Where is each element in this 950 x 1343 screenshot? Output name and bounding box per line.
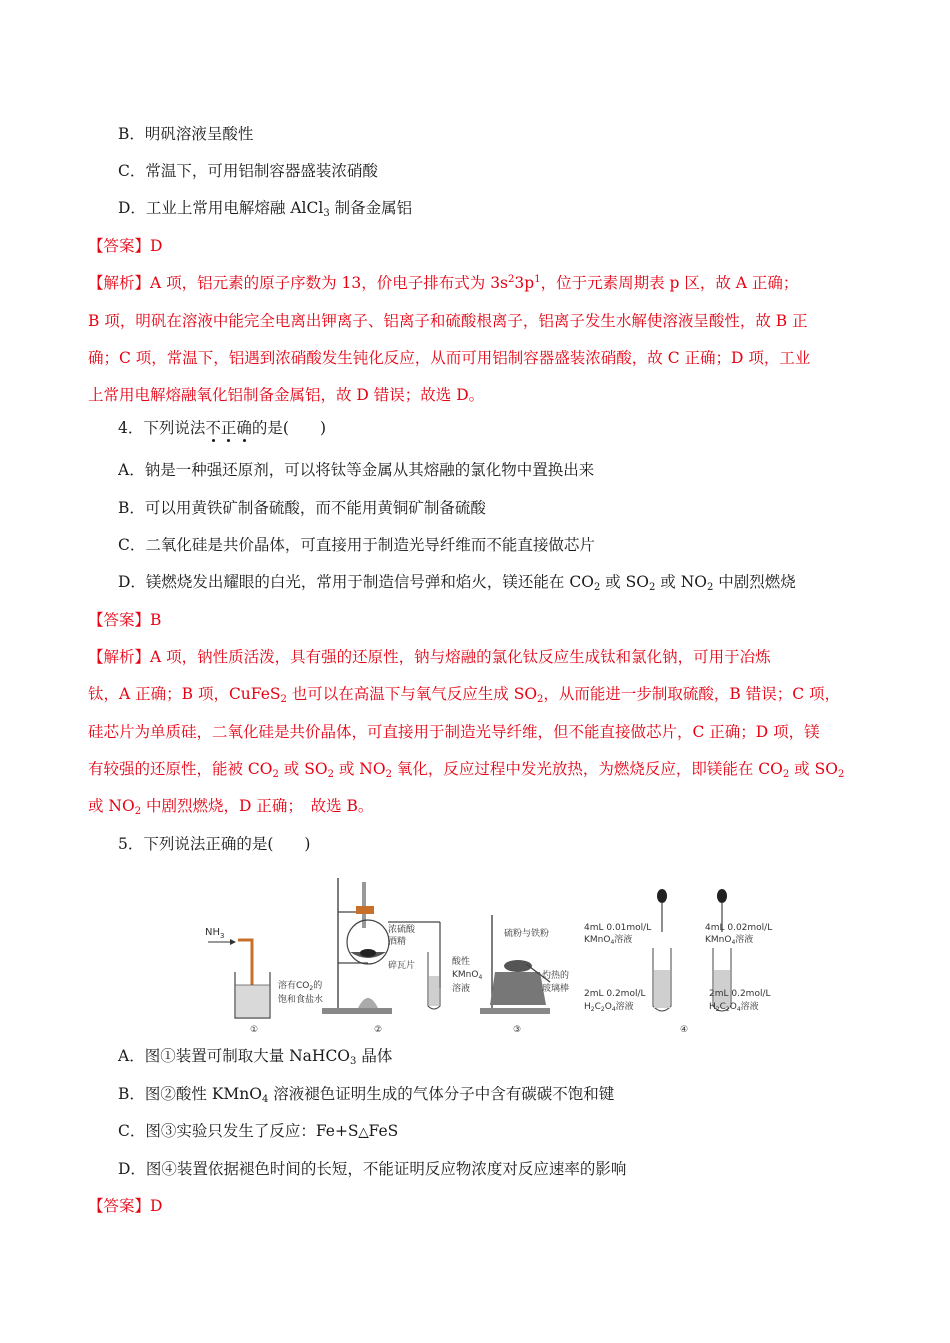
q3-explanation-line-4: 上常用电解熔融氧化铝制备金属铝，故 D 错误；故选 D。	[88, 386, 485, 404]
fig4-label-c2: $H_2C_2O_4$溶液	[584, 1002, 634, 1013]
q4-option-c: C．二氧化硅是共价晶体，可直接用于制造光导纤维而不能直接做芯片	[118, 536, 595, 554]
q3-explanation-line-3: 确；C 项，常温下，铝遇到浓硝酸发生钝化反应，从而可用铝制容器盛装浓硝酸，故 C 正确；D 项，工业	[88, 349, 811, 367]
q5-stem: 5．下列说法正确的是( )	[118, 835, 311, 853]
fig4-number: ④	[680, 1025, 689, 1035]
fig3-number: ③	[513, 1025, 522, 1035]
q5-apparatus-figure	[190, 860, 790, 1035]
fig1-label-line2: 饱和食盐水	[278, 995, 324, 1005]
fig4-label-d2: $H_2C_2O_4$溶液	[709, 1002, 759, 1013]
apparatus-3	[480, 915, 569, 1035]
q5-option-c: C．图③实验只发生了反应：Fe+S△FeS	[118, 1122, 399, 1140]
apparatus-1	[205, 927, 323, 1035]
fig2-label-b: 酒精	[388, 937, 407, 947]
q4-answer: 【答案】B	[88, 611, 162, 629]
fig2-label-c: 碎瓦片	[388, 961, 416, 971]
q4-option-a: A．钠是一种强还原剂，可以将钛等金属从其熔融的氯化物中置换出来	[118, 461, 595, 479]
fig1-label-line1: 溶有$CO_2$的	[278, 981, 323, 992]
q3-explanation-line-2: B 项，明矾在溶液中能完全电离出钾离子、铝离子和硫酸根离子，铝离子发生水解使溶液呈酸性，故 B 正	[88, 312, 808, 330]
q4-option-b: B．可以用黄铁矿制备硫酸，而不能用黄铜矿制备硫酸	[118, 499, 486, 517]
fig3-label-a: 硫粉与铁粉	[504, 929, 550, 939]
fig1-number: ①	[250, 1025, 259, 1035]
q4-explanation-line-2: 钛，A 正确；B 项，CuFeS$_2$ 也可以在高温下与氧气反应生成 $SO_2$，从而能进一步制取硫酸，B 错误；C 项，	[88, 685, 841, 705]
fig3-label-b2: 玻璃棒	[542, 984, 570, 994]
apparatus-4	[584, 889, 772, 1035]
fig4-label-c1: 2mL 0.2mol/L	[584, 989, 646, 999]
q5-option-a: A．图①装置可制取大量 NaHCO$_3$ 晶体	[118, 1047, 393, 1067]
q5-option-b: B．图②酸性 KMnO$_4$ 溶液褪色证明生成的气体分子中含有碳碳不饱和键	[118, 1085, 615, 1105]
q4-stem: 4．下列说法不正确的是( )	[118, 419, 327, 437]
fig2-label-d2: KMnO$_4$	[452, 970, 483, 981]
fig4-label-d1: 2mL 0.2mol/L	[709, 989, 771, 999]
q4-explanation-line-1: 【解析】A 项，钠性质活泼，具有强的还原性，钠与熔融的氯化钛反应生成钛和氯化钠，可用于冶炼	[88, 648, 771, 666]
q3-option-d: D．工业上常用电解熔融 AlCl$_3$ 制备金属铝	[118, 199, 413, 219]
fig3-label-b1: 灼热的	[542, 971, 570, 981]
fig2-label-d1: 酸性	[452, 957, 471, 967]
q4-option-d: D．镁燃烧发出耀眼的白光，常用于制造信号弹和焰火，镁还能在 $CO_2$ 或 $SO_2$ 或 $NO_2$ 中剧烈燃烧	[118, 573, 796, 593]
q4-explanation-line-5: 或 $NO_2$ 中剧烈燃烧，D 正确； 故选 B。	[88, 797, 374, 817]
q3-answer: 【答案】D	[88, 237, 163, 255]
q4-explanation-line-3: 硅芯片为单质硅，二氧化硅是共价晶体，可直接用于制造光导纤维，但不能直接做芯片，C 正确；D 项，镁	[88, 723, 820, 741]
fig2-label-d3: 溶液	[452, 984, 471, 994]
apparatus-2	[322, 878, 482, 1035]
q3-option-b: B．明矾溶液呈酸性	[118, 125, 254, 143]
q3-option-c: C．常温下，可用铝制容器盛装浓硝酸	[118, 162, 378, 180]
fig2-number: ②	[374, 1025, 383, 1035]
fig4-label-b1: 4mL 0.02mol/L	[705, 923, 773, 933]
fig2-label-a: 浓硫酸	[388, 925, 416, 935]
fig4-label-b2: KMnO$_4$溶液	[705, 935, 754, 946]
fig4-label-a1: 4mL 0.01mol/L	[584, 923, 652, 933]
q3-explanation-line-1: 【解析】A 项，铝元素的原子序数为 13，价电子排布式为 $3s^23p^1$，位于元素周期表 p 区，故 A 正确；	[88, 274, 799, 292]
q5-option-d: D．图④装置依据褪色时间的长短，不能证明反应物浓度对反应速率的影响	[118, 1160, 627, 1178]
q4-explanation-line-4: 有较强的还原性，能被 $CO_2$ 或 $SO_2$ 或 $NO_2$ 氧化，反应过程中发光放热，为燃烧反应，即镁能在 $CO_2$ 或 $SO_2$	[88, 760, 845, 780]
q5-answer: 【答案】D	[88, 1197, 163, 1215]
nh3-label: $NH_3$	[205, 927, 225, 940]
fig4-label-a2: KMnO$_4$溶液	[584, 935, 633, 946]
